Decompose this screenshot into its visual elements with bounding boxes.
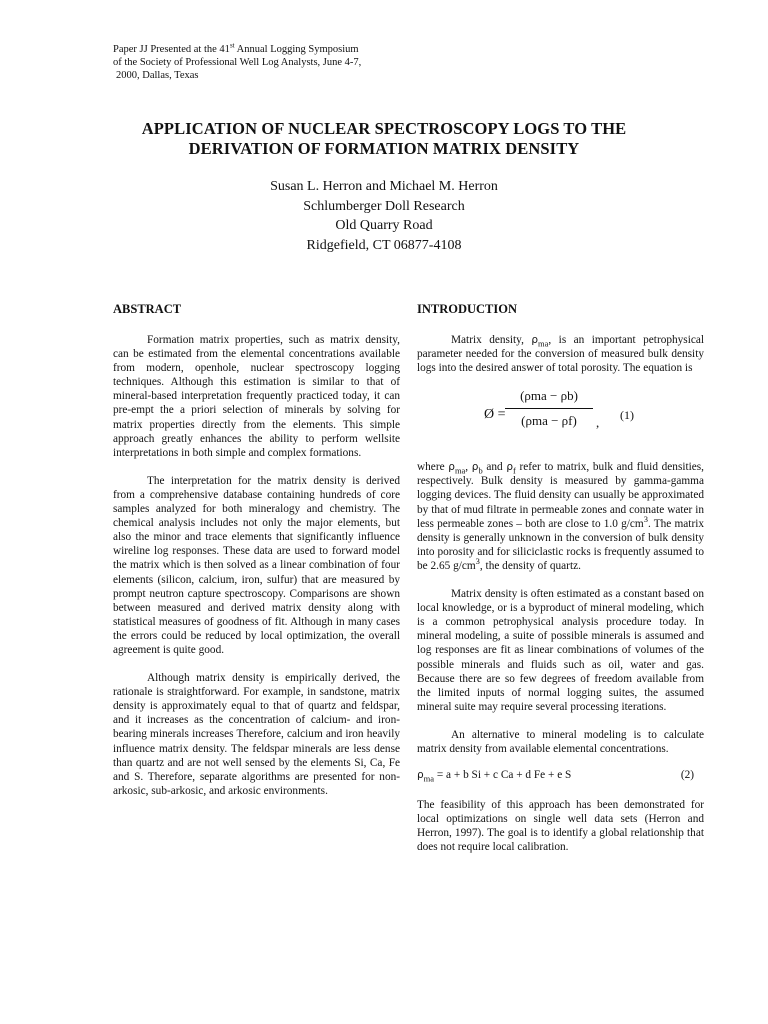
equation-2-body: = a + b Si + c Ca + d Fe + e S: [434, 769, 572, 782]
equation-2: $\rho_{ma} = a + b$ Si + c Ca + d Fe + e S (2): [417, 769, 694, 784]
equation-1-lhs: Ø =: [484, 407, 506, 423]
rho-symbol: ρ: [448, 461, 455, 474]
paper-title-line1: APPLICATION OF NUCLEAR SPECTROSCOPY LOGS TO THE: [141, 119, 627, 138]
conference-note: [113, 43, 361, 82]
abstract-heading: ABSTRACT: [113, 302, 182, 316]
abstract-paragraph-1: Formation matrix properties, such as matrix density, can be estimated from the elemental concentrations available from modern, openhole, nuclear spectroscopy logging techniques. Although this estimation is similar to that of mineral-based interpretation frequently practiced today, it can pre-empt the a priori selection of minerals by solving for matrix properties directly from the elements. This simple approach greatly enhances the ability to perform wellsite interpretations in both simple and complex formations.: [113, 334, 400, 459]
abstract-paragraph-2: The interpretation for the matrix density is derived from a comprehensive database containing hundreds of core samples analyzed for both mineralogy and chemistry. The chemical analysis includes not only the major elements, but also the minor and trace elements that significantly influence wireline log responses. These data are used to forward model the matrix which is then solved as a linear combination of four elements (silicon, calcium, iron, sulfur) that are measured by prompt neutron capture spectroscopy. Comparisons are shown between measured and derived matrix density along with statistical measures of goodness of fit. Although in many cases the errors could be reduced by local optimization, the overall agreement is quite good.: [113, 474, 400, 656]
paper-title: [0, 119, 768, 159]
introduction-paragraph-2: where $\rho_{ma}$, $\rho_b$ and $\rho_f$ refer to matrix, bulk and fluid densities, respectively. Bulk density is measured by gamma-gamma logging devices. The fluid density can usually be approximated by that of mud filtrate in permeable zones and connate water in less permeable zones – both are close to 1.0 $g/cm^3$. The matrix density is generally unknown in the conversion of bulk density into porosity and for siliciclastic rocks is frequently assumed to be 2.65 $g/cm^3$, the density of quartz.: [417, 461, 704, 572]
paper-title-line2: DERIVATION OF FORMATION MATRIX DENSITY: [188, 139, 580, 158]
equation-1: [417, 386, 704, 448]
rho-symbol: ρ: [471, 461, 479, 474]
equation-2-number: (2): [680, 769, 694, 782]
equation-1-comma: ,: [596, 415, 600, 431]
author-street: Old Quarry Road: [335, 218, 433, 233]
introduction-paragraph-5: The feasibility of this approach has been demonstrated for local optimizations on single well data sets (Herron and Herron, 1997). The goal is to identify a global relationship that does not require local calibration.: [417, 799, 704, 854]
introduction-paragraph-3: Matrix density is often estimated as a constant based on local knowledge, or is a byproduct of mineral modeling, which is a common petrophysical analysis procedure today. In mineral modeling, a suite of possible minerals is assumed and log responses are fit as linear combinations of volumes of the possible minerals and fluids such as oil, water and gas. Because there are so few degrees of freedom available from the limited inputs of normal logging suites, the assumed mineral suite may require several processing iterations.: [417, 588, 704, 713]
introduction-paragraph-4: An alternative to mineral modeling is to calculate matrix density from available elemental concentrations.: [417, 728, 704, 755]
introduction-paragraph-1: Matrix density, $\rho_{ma}$, is an important petrophysical parameter needed for the conversion of measured bulk density logs into the desired answer of total porosity. The equation is: [417, 334, 704, 375]
equation-1-fraction: [503, 386, 595, 431]
rho-symbol: ρ: [417, 769, 424, 782]
equation-1-numerator: (ρma − ρb): [520, 388, 578, 404]
equation-1-number: (1): [620, 408, 634, 423]
abstract-paragraph-3: Although matrix density is empirically derived, the rationale is straightforward. For example, in sandstone, matrix density is approximately equal to that of quartz and feldspar, and it increases as the concentration of calcium- and iron-bearing minerals increases Therefore, calcium and iron heavily influence matrix density. The feldspar minerals are less dense than quartz and are not well sensed by the elements Si, Ca, Fe and S. Therefore, separate algorithms are presented for non-arkosic, sub-arkosic, and arkosic environments.: [113, 672, 400, 797]
rho-symbol: ρ: [531, 334, 539, 346]
conference-note-line3: 2000, Dallas, Texas: [116, 70, 199, 81]
conference-note-line1: Paper JJ Presented at the 41st Annual Logging Symposium: [113, 41, 359, 55]
equation-1-denominator: (ρma − ρf): [521, 413, 577, 429]
rho-symbol: ρ: [506, 461, 514, 474]
conference-note-line2: of the Society of Professional Well Log Analysts, June 4-7,: [113, 57, 362, 68]
left-column: [113, 302, 400, 798]
author-block: [0, 177, 768, 255]
author-city: Ridgefield, CT 06877-4108: [306, 237, 462, 253]
author-organization: Schlumberger Doll Research: [303, 198, 465, 214]
author-names: Susan L. Herron and Michael M. Herron: [270, 179, 498, 194]
introduction-heading: INTRODUCTION: [417, 302, 518, 316]
right-column: [417, 302, 704, 854]
fraction-bar: [505, 408, 593, 409]
